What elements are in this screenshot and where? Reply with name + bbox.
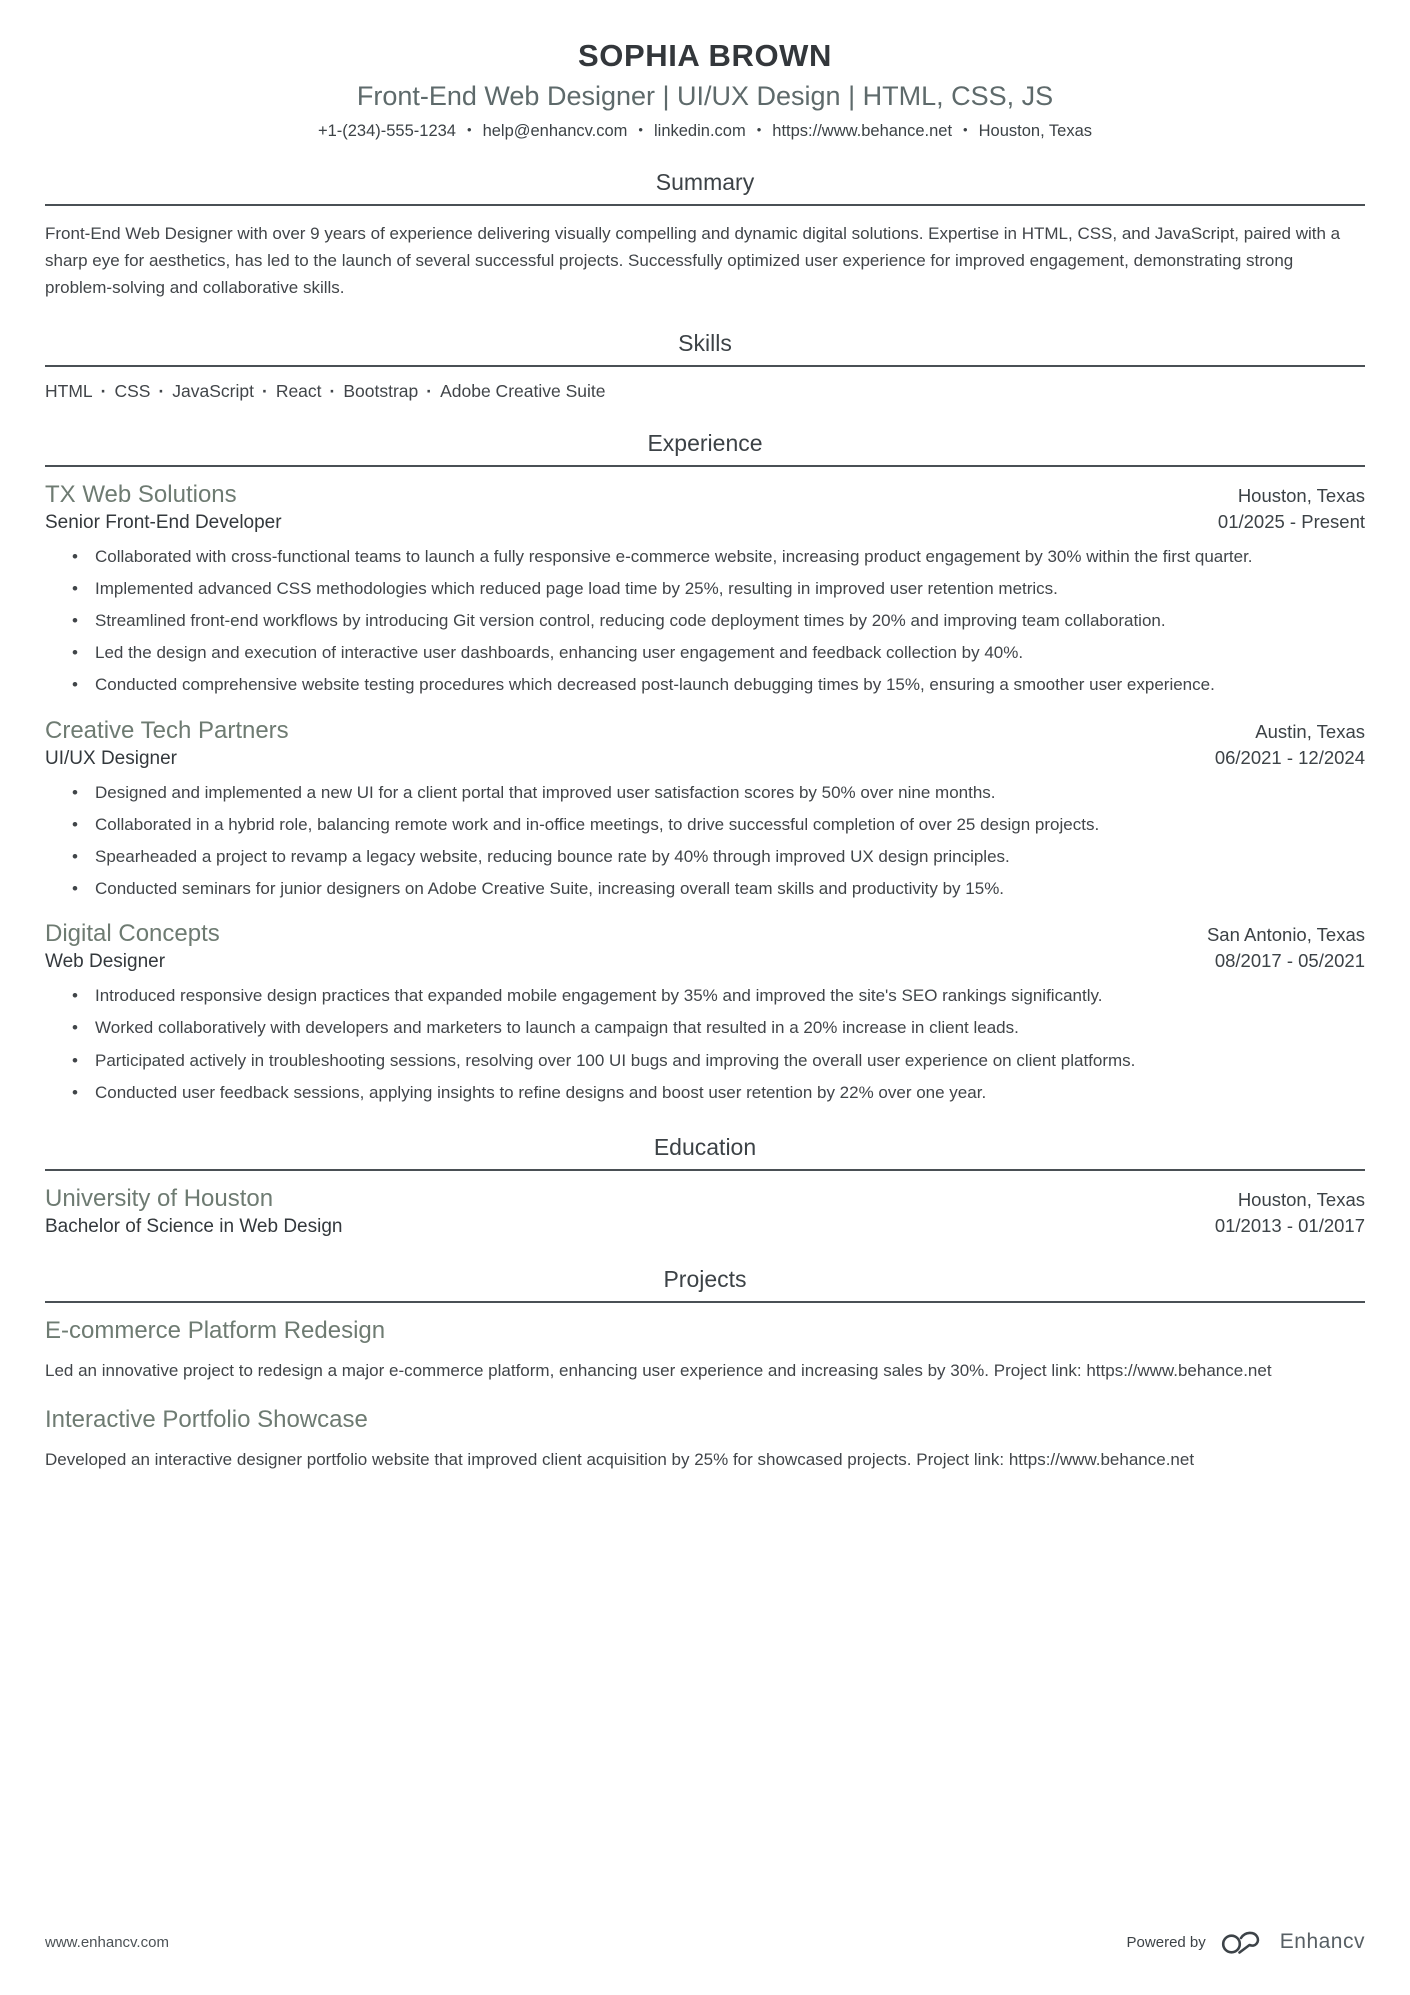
section-divider xyxy=(45,365,1365,367)
project-description: Developed an interactive designer portfolio website that improved client acquisition by 25% for showcased projects. Project link: https://www.behance.net xyxy=(45,1450,1195,1470)
summary-title: Summary xyxy=(655,169,755,195)
section-projects xyxy=(45,1266,1365,1473)
enhancv-logo-icon xyxy=(1220,1927,1266,1957)
bullet-item: • Designed and implemented a new UI for a client portal that improved user satisfaction scores by 50% over nine months. xyxy=(45,779,1365,806)
education-title: Education xyxy=(653,1134,757,1160)
section-skills xyxy=(45,330,1365,402)
page-footer xyxy=(45,1927,1365,1957)
company-location: Houston, Texas xyxy=(1237,484,1365,506)
bullet-item: • Participated actively in troubleshooting sessions, resolving over 100 UI bugs and improving the overall user experience on client platforms. xyxy=(45,1047,1365,1074)
job-bullets xyxy=(45,982,1365,1106)
school-location: Houston, Texas xyxy=(1237,1189,1365,1210)
bullet-item: • Collaborated in a hybrid role, balancing remote work and in-office meetings, to drive successful completion of over 25 design projects. xyxy=(45,811,1365,838)
powered-by-label: Powered by xyxy=(1126,1933,1206,1951)
footer-site-link[interactable]: www.enhancv.com xyxy=(45,1933,169,1951)
candidate-name: SOPHIA BROWN xyxy=(577,38,833,73)
section-education xyxy=(45,1134,1365,1238)
job-dates: 08/2017 - 05/2021 xyxy=(1214,950,1365,972)
job-title: Senior Front-End Developer xyxy=(45,511,282,533)
job-bullets xyxy=(45,543,1365,699)
section-divider xyxy=(45,465,1365,467)
brand-name: Enhancv xyxy=(1279,1930,1365,1953)
project-name: E-commerce Platform Redesign xyxy=(45,1317,386,1344)
project-entry xyxy=(45,1406,1365,1473)
project-description: Led an innovative project to redesign a major e-commerce platform, enhancing user experience and increasing sales by 30%. Project link: https://www.behance.net xyxy=(45,1361,1272,1380)
company-name: Digital Concepts xyxy=(45,920,220,948)
linkedin-link[interactable]: linkedin.com • xyxy=(654,122,772,140)
experience-entry xyxy=(45,481,1365,699)
skill-item: CSS · xyxy=(114,381,172,401)
bullet-item: • Worked collaboratively with developers and marketers to launch a campaign that resulted in a 20% increase in client leads. xyxy=(45,1014,1365,1041)
projects-title: Projects xyxy=(663,1266,747,1292)
bullet-item: • Conducted comprehensive website testing procedures which decreased post-launch debugging times by 15%, ensuring a smoother user experience. xyxy=(45,671,1365,698)
bullet-item: • Spearheaded a project to revamp a legacy website, reducing bounce rate by 40% through improved UX design principles. xyxy=(45,843,1365,870)
email-link[interactable]: help@enhancv.com • xyxy=(483,122,654,140)
behance-link[interactable]: https://www.behance.net • xyxy=(772,122,978,140)
company-location: Austin, Texas xyxy=(1255,720,1365,742)
section-divider xyxy=(45,204,1365,206)
skill-item: Adobe Creative Suite xyxy=(440,380,606,401)
skill-item: Bootstrap · xyxy=(343,381,440,401)
experience-entry xyxy=(45,920,1365,1106)
location-text: Houston, Texas xyxy=(978,122,1093,140)
job-title: Web Designer xyxy=(45,951,166,973)
bullet-item: • Conducted user feedback sessions, applying insights to refine designs and boost user retention by 22% over one year. xyxy=(45,1079,1365,1106)
section-divider xyxy=(45,1169,1365,1171)
bullet-item: • Led the design and execution of interactive user dashboards, enhancing user engagement and feedback collection by 40%. xyxy=(45,639,1365,666)
degree-dates: 01/2013 - 01/2017 xyxy=(1214,1215,1365,1236)
bullet-item: • Implemented advanced CSS methodologies which reduced page load time by 25%, resulting in improved user retention metrics. xyxy=(45,575,1365,602)
resume-header xyxy=(45,38,1365,141)
company-name: TX Web Solutions xyxy=(45,480,237,508)
company-location: San Antonio, Texas xyxy=(1206,924,1365,946)
job-bullets xyxy=(45,779,1365,903)
experience-title: Experience xyxy=(647,429,763,456)
bullet-item: • Streamlined front-end workflows by introducing Git version control, reducing code deployment times by 20% and improving team collaboration. xyxy=(45,607,1365,634)
skill-item: JavaScript · xyxy=(172,381,276,401)
job-title: UI/UX Designer xyxy=(45,747,177,769)
bullet-item: • Conducted seminars for junior designers on Adobe Creative Suite, increasing overall team skills and productivity by 15%. xyxy=(45,875,1365,902)
section-divider xyxy=(45,1301,1365,1303)
skill-item: HTML · xyxy=(45,381,114,401)
headline: Front-End Web Designer | UI/UX Design | HTML, CSS, JS xyxy=(356,81,1054,111)
powered-by-group[interactable] xyxy=(1127,1927,1365,1957)
summary-text: Front-End Web Designer with over 9 years of experience delivering visually compelling and dynamic digital solutions. Expertise in HTML, CSS, and JavaScript, paired with a sharp eye for aesthetics, has led to the launch of several successful projects. Successfully optimized user experience for improved engagement, demonstrating strong problem-solving and collaborative skills. xyxy=(45,224,1341,298)
company-name: Creative Tech Partners xyxy=(45,716,289,744)
section-experience xyxy=(45,430,1365,1106)
phone-link[interactable]: +1-(234)-555-1234 • xyxy=(318,122,483,140)
school-name: University of Houston xyxy=(45,1185,274,1212)
skills-list xyxy=(45,381,1365,402)
contact-row xyxy=(45,122,1365,141)
project-name: Interactive Portfolio Showcase xyxy=(45,1406,368,1434)
skill-item: React · xyxy=(276,381,344,401)
bullet-item: • Collaborated with cross-functional teams to launch a fully responsive e-commerce website, increasing product engagement by 30% within the first quarter. xyxy=(45,543,1365,570)
job-dates: 06/2021 - 12/2024 xyxy=(1214,746,1365,768)
skills-title: Skills xyxy=(678,329,732,356)
project-entry xyxy=(45,1317,1365,1384)
degree-name: Bachelor of Science in Web Design xyxy=(45,1216,343,1237)
bullet-item: • Introduced responsive design practices that expanded mobile engagement by 35% and improved the site's SEO rankings significantly. xyxy=(45,982,1365,1009)
education-entry xyxy=(45,1185,1365,1238)
experience-entry xyxy=(45,717,1365,903)
job-dates: 01/2025 - Present xyxy=(1217,510,1365,532)
section-summary xyxy=(45,169,1365,302)
